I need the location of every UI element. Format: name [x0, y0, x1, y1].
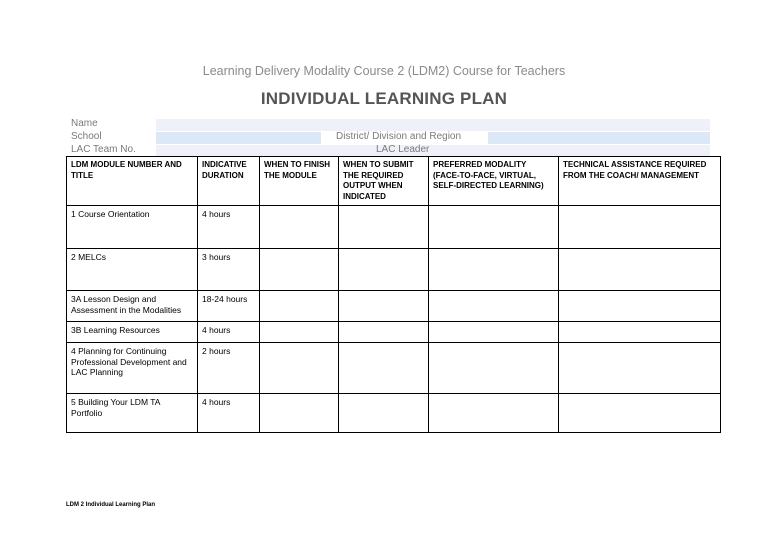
- modality-cell[interactable]: [429, 249, 559, 291]
- module-cell: 1 Course Orientation: [67, 206, 198, 249]
- col-header-modality: PREFERRED MODALITY (FACE-TO-FACE, VIRTUAL, SELF-DIRECTED LEARNING): [429, 157, 559, 206]
- col-header-assistance: TECHNICAL ASSISTANCE REQUIRED FROM THE COACH/ MANAGEMENT: [559, 157, 721, 206]
- submit-cell[interactable]: [339, 291, 429, 322]
- school-label: School: [71, 131, 102, 142]
- submit-cell[interactable]: [339, 249, 429, 291]
- submit-cell[interactable]: [339, 322, 429, 343]
- learning-plan-table: [66, 156, 721, 433]
- duration-cell: 2 hours: [198, 343, 260, 394]
- name-field[interactable]: [156, 119, 710, 131]
- footer-text: LDM 2 Individual Learning Plan: [66, 502, 156, 508]
- leader-label: LAC Leader: [376, 144, 430, 155]
- submit-cell[interactable]: [339, 343, 429, 394]
- modality-cell[interactable]: [429, 394, 559, 433]
- col-header-finish: WHEN TO FINISH THE MODULE: [260, 157, 339, 206]
- duration-cell: 4 hours: [198, 206, 260, 249]
- team-leader-field[interactable]: [156, 145, 710, 156]
- finish-cell[interactable]: [260, 343, 339, 394]
- assistance-cell[interactable]: [559, 291, 721, 322]
- assistance-cell[interactable]: [559, 343, 721, 394]
- assistance-cell[interactable]: [559, 394, 721, 433]
- school-field[interactable]: [156, 132, 321, 144]
- course-subtitle: Learning Delivery Modality Course 2 (LDM2) Course for Teachers: [202, 64, 566, 78]
- table-row: [67, 394, 721, 433]
- info-section: [66, 118, 716, 156]
- table-row: [67, 322, 721, 343]
- submit-cell[interactable]: [339, 394, 429, 433]
- duration-cell: 3 hours: [198, 249, 260, 291]
- team-label: LAC Team No.: [71, 144, 136, 155]
- assistance-cell[interactable]: [559, 249, 721, 291]
- assistance-cell[interactable]: [559, 322, 721, 343]
- table-row: [67, 343, 721, 394]
- page-title: INDIVIDUAL LEARNING PLAN: [260, 89, 508, 108]
- table-row: [67, 249, 721, 291]
- finish-cell[interactable]: [260, 291, 339, 322]
- duration-cell: 4 hours: [198, 394, 260, 433]
- submit-cell[interactable]: [339, 206, 429, 249]
- table-row: [67, 206, 721, 249]
- assistance-cell[interactable]: [559, 206, 721, 249]
- modality-cell[interactable]: [429, 206, 559, 249]
- finish-cell[interactable]: [260, 322, 339, 343]
- finish-cell[interactable]: [260, 206, 339, 249]
- finish-cell[interactable]: [260, 394, 339, 433]
- modality-cell[interactable]: [429, 322, 559, 343]
- name-label: Name: [71, 118, 98, 129]
- modality-cell[interactable]: [429, 343, 559, 394]
- district-field[interactable]: [488, 132, 710, 144]
- table-header-row: [67, 157, 721, 206]
- duration-cell: 4 hours: [198, 322, 260, 343]
- finish-cell[interactable]: [260, 249, 339, 291]
- duration-cell: 18-24 hours: [198, 291, 260, 322]
- col-header-module: LDM MODULE NUMBER AND TITLE: [67, 157, 198, 206]
- module-cell: 2 MELCs: [67, 249, 198, 291]
- module-cell: 3B Learning Resources: [67, 322, 198, 343]
- col-header-submit: WHEN TO SUBMIT THE REQUIRED OUTPUT WHEN INDICATED: [339, 157, 429, 206]
- module-cell: 4 Planning for Continuing Professional Development and LAC Planning: [67, 343, 198, 394]
- module-cell: 5 Building Your LDM TA Portfolio: [67, 394, 198, 433]
- district-label: District/ Division and Region: [336, 131, 462, 142]
- module-cell: 3A Lesson Design and Assessment in the Modalities: [67, 291, 198, 322]
- table-row: [67, 291, 721, 322]
- col-header-duration: INDICATIVE DURATION: [198, 157, 260, 206]
- modality-cell[interactable]: [429, 291, 559, 322]
